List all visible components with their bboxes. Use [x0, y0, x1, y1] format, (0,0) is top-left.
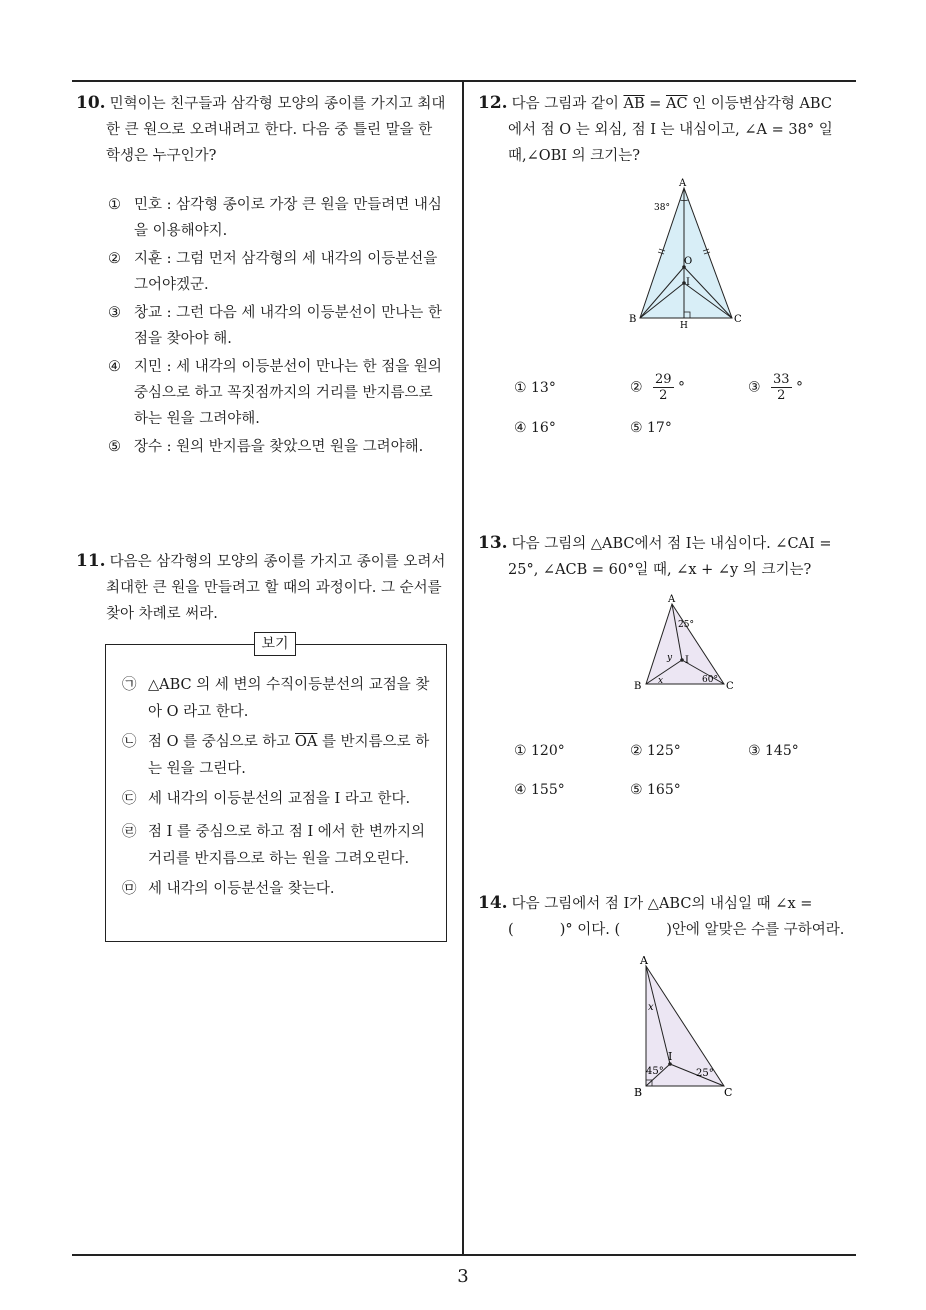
q10-choices: [108, 192, 443, 462]
angle-25: 25°: [696, 1068, 714, 1079]
label-b: B: [634, 681, 642, 692]
choice[interactable]: ② 지훈 : 그럼 먼저 삼각형의 세 내각의 이등분선을 그어야겠군.: [108, 251, 438, 293]
angle-60: 60°: [702, 675, 718, 685]
q12-choice-1[interactable]: ① 13°: [514, 380, 556, 396]
angle-25: 25°: [678, 620, 694, 630]
choice[interactable]: ③ 창교 : 그런 다음 세 내각의 이등분선이 만나는 한 점을 찾아야 해.: [108, 305, 442, 347]
question-11: 11. 다음은 삼각형의 모양의 종이를 가지고 종이를 오려서 최대한 큰 원을 만들려고 할 때의 과정이다. 그 순서를 찾아 차례로 써라.: [76, 551, 446, 622]
example-item: ㉢ 세 내각의 이등분선의 교점을 I 라고 한다.: [122, 791, 411, 807]
column-divider: [462, 80, 464, 1256]
question-10: 10. 민혁이는 친구들과 삼각형 모양의 종이를 가지고 최대 한 큰 원으로 오려내려고 한다. 다음 중 틀린 말을 한 학생은 누구인가?: [76, 93, 446, 164]
angle-y: y: [667, 653, 673, 663]
q13-choice-1[interactable]: ① 120°: [514, 743, 565, 759]
example-items: [122, 672, 432, 906]
label-a: A: [668, 594, 676, 605]
q13-triangle-figure: [630, 592, 740, 694]
q12-isosceles-triangle-figure: [622, 176, 752, 336]
question-14: 14. 다음 그림에서 점 I가 △ABC의 내심일 때 ∠x = ( )° 이다. ( )안에 알맞은 수를 구하여라.: [478, 893, 845, 938]
q14-right-triangle-figure: [630, 950, 750, 1100]
page-number: 3: [457, 1266, 469, 1287]
example-box-title: 보기: [254, 632, 296, 656]
choice[interactable]: ① 민호 : 삼각형 종이로 가장 큰 원을 만들려면 내심을 이용해야지.: [108, 197, 442, 239]
question-number: 12.: [478, 93, 508, 113]
bottom-rule: [72, 1254, 856, 1256]
q13-choice-4[interactable]: ④ 155°: [514, 782, 565, 798]
q13-choice-2[interactable]: ② 125°: [630, 743, 681, 759]
example-item: ㉠ △ABC 의 세 변의 수직이등분선의 교점을 찾아 O 라고 한다.: [122, 677, 430, 720]
angle-x: x: [648, 1002, 654, 1013]
q13-choice-5[interactable]: ⑤ 165°: [630, 782, 681, 798]
q12-choice-3[interactable]: ③ $\frac{33}{2}$ °: [748, 372, 804, 403]
label-o: O: [684, 256, 693, 267]
label-c: C: [724, 1086, 733, 1099]
choice[interactable]: ④ 지민 : 세 내각의 이등분선이 만나는 한 점을 원의 중심으로 하고 꼭짓점까지의 거리를 반지름으로 하는 원을 그려야해.: [108, 359, 442, 427]
q12-choice-2[interactable]: ② $\frac{29}{2}$ °: [630, 372, 686, 403]
question-number: 11.: [76, 551, 106, 571]
q13-choice-3[interactable]: ③ 145°: [748, 743, 799, 759]
label-a: A: [679, 178, 687, 189]
label-i: I: [685, 655, 689, 666]
q12-choice-5[interactable]: ⑤ 17°: [630, 420, 672, 436]
label-b: B: [634, 1086, 643, 1099]
label-c: C: [734, 314, 742, 325]
label-i: I: [686, 277, 690, 288]
question-number: 13.: [478, 533, 508, 553]
top-rule: [72, 80, 856, 82]
label-i: I: [668, 1050, 673, 1063]
angle-label: 38°: [654, 203, 670, 213]
question-13: 13. 다음 그림의 △ABC에서 점 I는 내심이다. ∠CAI = 25°, ∠ACB = 60°일 때, ∠x + ∠y 의 크기는?: [478, 533, 832, 578]
label-h: H: [680, 321, 688, 331]
angle-x: x: [658, 676, 664, 686]
question-12: 12. 다음 그림과 같이 $\overline{AB} = \overline{AC}$ 인 이등변삼각형 ABC 에서 점 O 는 외심, 점 I 는 내심이고, ∠A = 38° 일 때,∠OBI 의 크기는?: [478, 93, 833, 164]
example-item: ㉣ 점 I 를 중심으로 하고 점 I 에서 한 변까지의 거리를 반지름으로 하는 원을 그려오린다.: [122, 824, 426, 867]
question-number: 14.: [478, 893, 508, 913]
q12-choice-4[interactable]: ④ 16°: [514, 420, 556, 436]
example-item: ㉤ 세 내각의 이등분선을 찾는다.: [122, 881, 335, 897]
label-c: C: [726, 681, 734, 692]
question-number: 10.: [76, 93, 106, 113]
angle-45: 45°: [646, 1066, 664, 1077]
choice[interactable]: ⑤ 장수 : 원의 반지름을 찾았으면 원을 그려야해.: [108, 439, 424, 455]
label-b: B: [629, 314, 637, 325]
example-item: ㉡ 점 O 를 중심으로 하고 $\overline{OA}$ 를 반지름으로 하는 원을 그린다.: [122, 734, 430, 777]
label-a: A: [640, 954, 648, 967]
